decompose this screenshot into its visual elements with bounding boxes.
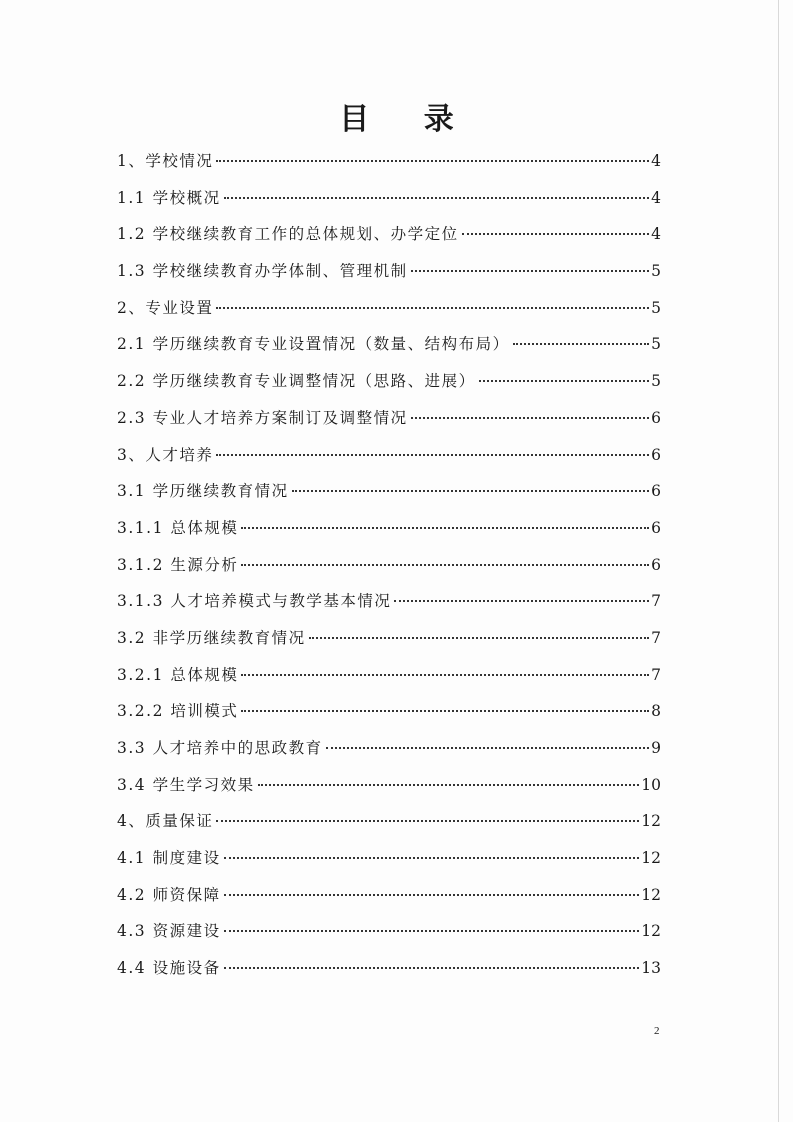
toc-dot-leader <box>224 197 650 199</box>
toc-entry-title: 3.1.3 人才培养模式与教学基本情况 <box>117 592 392 611</box>
toc-entry[interactable] <box>117 767 661 804</box>
toc-entry-page-number: 5 <box>651 298 661 317</box>
toc-dot-leader <box>411 417 650 419</box>
toc-entry-title: 2、专业设置 <box>117 298 214 317</box>
toc-entry-title: 4、质量保证 <box>117 812 214 831</box>
toc-entry-page-number: 12 <box>641 849 661 868</box>
toc-entry-title: 3.1 学历继续教育情况 <box>117 482 289 501</box>
toc-entry[interactable] <box>117 473 661 510</box>
toc-entry-page-number: 12 <box>641 812 661 831</box>
toc-entry-page-number: 5 <box>651 372 661 391</box>
scan-edge-line <box>778 0 779 1122</box>
toc-entry-page-number: 4 <box>651 188 661 207</box>
toc-entry-page-number: 10 <box>641 775 661 794</box>
toc-dot-leader <box>216 820 639 822</box>
toc-entry-title: 4.3 资源建设 <box>117 922 221 941</box>
toc-entry-title: 4.1 制度建设 <box>117 849 221 868</box>
toc-entry[interactable] <box>117 180 661 217</box>
toc-dot-leader <box>224 967 640 969</box>
toc-entry[interactable] <box>117 583 661 620</box>
toc-entry-title: 1.3 学校继续教育办学体制、管理机制 <box>117 262 408 281</box>
toc-entry-page-number: 12 <box>641 922 661 941</box>
toc-entry-title: 1.2 学校继续教育工作的总体规划、办学定位 <box>117 225 459 244</box>
toc-entry[interactable] <box>117 730 661 767</box>
toc-entry[interactable] <box>117 803 661 840</box>
toc-entry[interactable] <box>117 326 661 363</box>
toc-entry-page-number: 6 <box>651 518 661 537</box>
toc-dot-leader <box>241 527 649 529</box>
toc-entry-page-number: 7 <box>651 665 661 684</box>
page-title: 目 录 <box>339 102 476 137</box>
toc-dot-leader <box>216 160 649 162</box>
toc-entry-title: 4.4 设施设备 <box>117 959 221 978</box>
toc-entry-page-number: 13 <box>641 959 661 978</box>
toc-dot-leader <box>462 233 650 235</box>
toc-entry-title: 2.3 专业人才培养方案制订及调整情况 <box>117 408 408 427</box>
toc-entry-page-number: 5 <box>651 262 661 281</box>
toc-entry-page-number: 5 <box>651 335 661 354</box>
toc-entry-page-number: 6 <box>651 408 661 427</box>
toc-entry-title: 1.1 学校概况 <box>117 188 221 207</box>
toc-dot-leader <box>513 343 650 345</box>
toc-entry-title: 3.2.2 培训模式 <box>117 702 239 721</box>
toc-dot-leader <box>411 270 650 272</box>
toc-dot-leader <box>216 307 649 309</box>
toc-dot-leader <box>292 490 650 492</box>
toc-entry[interactable] <box>117 877 661 914</box>
toc-dot-leader <box>258 784 640 786</box>
toc-dot-leader <box>309 637 650 639</box>
toc-entry-title: 3.2.1 总体规模 <box>117 665 239 684</box>
toc-entry-page-number: 6 <box>651 482 661 501</box>
toc-entry[interactable] <box>117 400 661 437</box>
toc-entry-title: 3.1.2 生源分析 <box>117 555 239 574</box>
toc-dot-leader <box>394 600 649 602</box>
table-of-contents <box>117 143 661 987</box>
page-number: 2 <box>654 1025 660 1037</box>
toc-entry[interactable] <box>117 363 661 400</box>
toc-entry-page-number: 7 <box>651 592 661 611</box>
toc-entry[interactable] <box>117 840 661 877</box>
toc-entry-page-number: 6 <box>651 445 661 464</box>
toc-dot-leader <box>224 857 640 859</box>
toc-entry-page-number: 4 <box>651 225 661 244</box>
toc-entry-title: 2.2 学历继续教育专业调整情况（思路、进展） <box>117 372 476 391</box>
toc-dot-leader <box>241 674 649 676</box>
toc-entry[interactable] <box>117 216 661 253</box>
toc-entry[interactable] <box>117 950 661 987</box>
toc-entry-title: 3.2 非学历继续教育情况 <box>117 628 306 647</box>
toc-entry-title: 3.4 学生学习效果 <box>117 775 255 794</box>
toc-entry[interactable] <box>117 143 661 180</box>
toc-entry[interactable] <box>117 253 661 290</box>
toc-entry-title: 3、人才培养 <box>117 445 214 464</box>
toc-entry-page-number: 7 <box>651 628 661 647</box>
toc-entry[interactable] <box>117 913 661 950</box>
toc-entry[interactable] <box>117 620 661 657</box>
toc-entry-title: 2.1 学历继续教育专业设置情况（数量、结构布局） <box>117 335 510 354</box>
toc-dot-leader <box>326 747 650 749</box>
toc-entry-page-number: 12 <box>641 885 661 904</box>
toc-entry[interactable] <box>117 510 661 547</box>
toc-dot-leader <box>224 930 640 932</box>
toc-entry[interactable] <box>117 657 661 694</box>
toc-entry-page-number: 4 <box>651 152 661 170</box>
toc-entry-title: 3.1.1 总体规模 <box>117 518 239 537</box>
toc-entry[interactable] <box>117 547 661 584</box>
toc-entry[interactable] <box>117 437 661 474</box>
toc-dot-leader <box>216 454 649 456</box>
toc-entry-title: 3.3 人才培养中的思政教育 <box>117 739 323 757</box>
toc-entry-page-number: 9 <box>651 739 661 757</box>
toc-dot-leader <box>224 894 640 896</box>
toc-dot-leader <box>241 564 649 566</box>
toc-dot-leader <box>241 710 649 712</box>
toc-entry-page-number: 8 <box>651 702 661 721</box>
toc-entry-title: 1、学校情况 <box>117 152 214 170</box>
toc-dot-leader <box>479 380 650 382</box>
toc-entry-page-number: 6 <box>651 555 661 574</box>
toc-entry[interactable] <box>117 693 661 730</box>
toc-entry-title: 4.2 师资保障 <box>117 885 221 904</box>
toc-entry[interactable] <box>117 290 661 327</box>
